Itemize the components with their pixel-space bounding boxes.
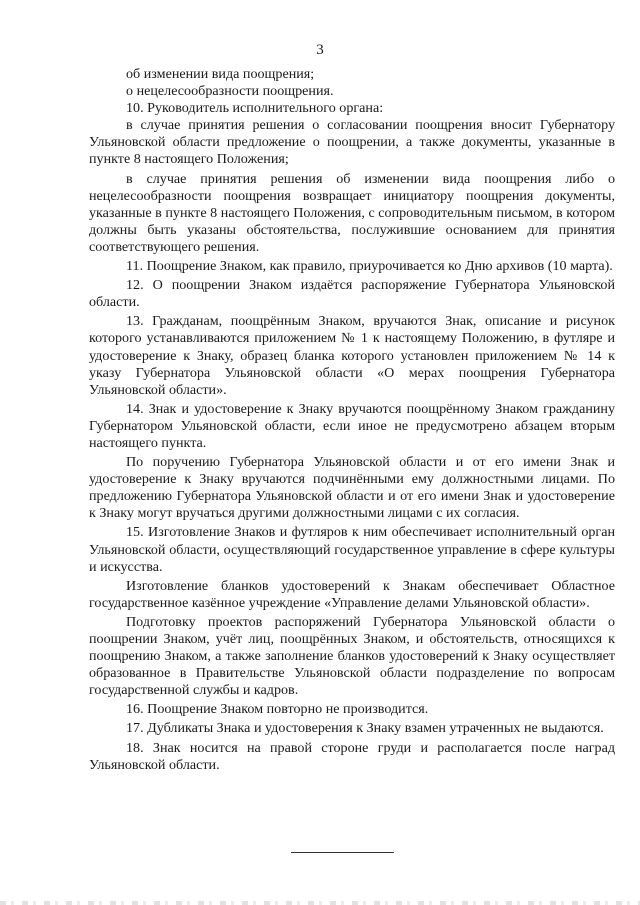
closing-rule (291, 852, 394, 853)
paragraph: 14. Знак и удостоверение к Знаку вручаются поощрённому Знаком гражданину Губернатором Ульяновской области, если иное не предусмотрено абзацем вторым настоящего пункта. (89, 400, 615, 451)
paragraph: 11. Поощрение Знаком, как правило, приурочивается ко Дню архивов (10 марта). (126, 258, 613, 275)
paragraph: 10. Руководитель исполнительного органа: (126, 100, 384, 117)
paragraph: 16. Поощрение Знаком повторно не производится. (126, 701, 429, 718)
paragraph: 18. Знак носится на правой стороне груди и располагается после наград Ульяновской области. (89, 739, 615, 773)
paragraph: об изменении вида поощрения; (126, 66, 315, 82)
paragraph: о нецелесообразности поощрения. (126, 83, 334, 100)
paragraph: Подготовку проектов распоряжений Губернатора Ульяновской области о поощрении Знаком, учёт лиц, поощрённых Знаком, и обстоятельств, относящихся к поощрению Знаком, а также заполнение бланков удостоверений к Знаку осуществляет образованное в Правительстве Ульяновской области подразделение по вопросам государственной службы и кадров. (89, 613, 615, 699)
paragraph: Изготовление бланков удостоверений к Знакам обеспечивает Областное государственное казённое учреждение «Управление делами Ульяновской области». (89, 577, 615, 611)
scan-edge-artifact (0, 901, 640, 905)
page-number: 3 (316, 42, 324, 58)
document-body (89, 66, 615, 774)
paragraph: в случае принятия решения об изменении вида поощрения либо о нецелесообразности поощрения возвращает инициатору поощрения документы, указанные в пункте 8 настоящего Положения, с сопроводительным письмом, в котором должны быть указаны обстоятельства, послужившие основанием для принятия соответствующего решения. (89, 170, 615, 255)
paragraph: 15. Изготовление Знаков и футляров к ним обеспечивает исполнительный орган Ульяновской области, осуществляющий государственное управление в сфере культуры и искусства. (89, 524, 615, 575)
paragraph: 12. О поощрении Знаком издаётся распоряжение Губернатора Ульяновской области. (89, 277, 615, 311)
paragraph: 17. Дубликаты Знака и удостоверения к Знаку взамен утраченных не выдаются. (126, 720, 604, 737)
paragraph: По поручению Губернатора Ульяновской области и от его имени Знак и удостоверение к Знаку вручаются подчинёнными ему должностными лицами. По предложению Губернатора Ульяновской области и от его имени Знак и удостоверение к Знаку могут вручаться другими должностными лицами с их согласия. (89, 454, 615, 522)
paragraph: 13. Гражданам, поощрённым Знаком, вручаются Знак, описание и рисунок которого устанавливаются приложением № 1 к настоящему Положению, в футляре и удостоверение к Знаку, образец бланка которого установлен приложением № 14 к указу Губернатора Ульяновской области «О мерах поощрения Губернатора Ульяновской области». (89, 313, 615, 398)
paragraph: в случае принятия решения о согласовании поощрения вносит Губернатору Ульяновской области предложение о поощрении, а также документы, указанные в пункте 8 настоящего Положения; (89, 117, 615, 168)
